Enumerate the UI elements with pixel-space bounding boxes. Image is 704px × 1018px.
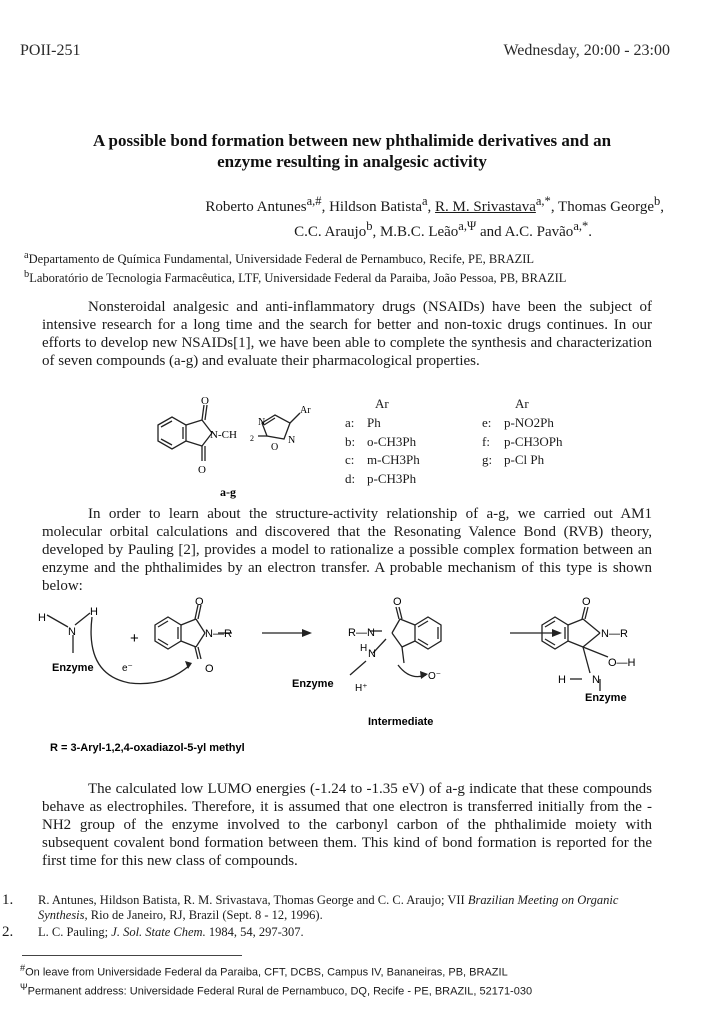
affiliation-a: Departamento de Química Fundamental, Universidade Federal de Pernambuco, Recife, PE, BRAZIL bbox=[28, 252, 535, 267]
svg-text:H: H bbox=[360, 643, 368, 654]
phthalimide-oxadiazole-structure bbox=[140, 395, 340, 500]
paragraph-mechanism: In order to learn about the structure-activity relationship of a-g, we carried out AM1 molecular orbital calculations and discovered that the Resonating Valence Bond (RVB) theory, developed by Pauling [2], provides a model to rationalize a possible complex formation between an enzyme and the phthalimides by an electron transfer. A probable mechanism of this type is shown below: bbox=[42, 506, 652, 594]
svg-text:O: O bbox=[198, 464, 206, 476]
reference-item: 1. R. Antunes, Hildson Batista, R. M. Srivastava, Thomas George and C. C. Araujo; VII Brazilian Meeting on Organic Synthesis, Rio de Janeiro, RJ, Brazil (Sept. 8 - 12, 1996). bbox=[2, 892, 619, 922]
enzyme-label: Enzyme bbox=[52, 662, 94, 674]
footnote: #On leave from Universidade Federal da Paraiba, CFT, DCBS, Campus IV, Bananeiras, PB, BRAZIL bbox=[20, 963, 508, 979]
svg-text:O: O bbox=[393, 596, 402, 608]
title-line-1: A possible bond formation between new phthalimide derivatives and an bbox=[92, 131, 612, 150]
svg-text:Enzyme: Enzyme bbox=[292, 678, 334, 690]
svg-text:N: N bbox=[258, 417, 266, 428]
svg-text:N: N bbox=[288, 435, 296, 446]
svg-text:Enzyme: Enzyme bbox=[585, 692, 627, 704]
paper-title bbox=[30, 130, 674, 172]
author: M.B.C. Leão bbox=[379, 224, 459, 240]
abstract-code: POII-251 bbox=[20, 42, 81, 59]
svg-text:O: O bbox=[582, 596, 591, 608]
svg-text:+: + bbox=[130, 630, 139, 647]
author-presenting: R. M. Srivastava bbox=[435, 199, 536, 215]
svg-text:N: N bbox=[368, 648, 376, 660]
substituent-row: b: o-CH3Ph bbox=[345, 433, 417, 449]
substituent-row: e: p-NO2Ph bbox=[482, 415, 554, 430]
svg-text:Ar: Ar bbox=[300, 405, 311, 416]
svg-text:O—H: O—H bbox=[608, 657, 636, 669]
author: C.C. Araujo bbox=[294, 224, 367, 240]
footnote-rule bbox=[22, 955, 242, 956]
svg-text:N: N bbox=[592, 674, 600, 686]
svg-text:N—R: N—R bbox=[205, 628, 232, 640]
affiliation-b: Laboratório de Tecnologia Farmacêutica, LTF, Universidade Federal da Paraiba, João Pessoa, PB, BRAZIL bbox=[29, 271, 567, 286]
intermediate-label: Intermediate bbox=[368, 716, 434, 728]
svg-text:H⁺: H⁺ bbox=[355, 683, 368, 694]
references bbox=[2, 892, 670, 940]
svg-text:O⁻: O⁻ bbox=[428, 671, 442, 682]
svg-text:O: O bbox=[205, 663, 214, 675]
svg-text:O: O bbox=[271, 442, 279, 453]
svg-text:N: N bbox=[68, 626, 76, 638]
svg-text:N-CH: N-CH bbox=[210, 429, 237, 441]
reference-item: 2. L. C. Pauling; J. Sol. State Chem. 1984, 54, 297-307. bbox=[2, 924, 304, 940]
svg-text:O: O bbox=[195, 596, 204, 608]
svg-text:H: H bbox=[38, 612, 46, 624]
paragraph-conclusion: The calculated low LUMO energies (-1.24 to -1.35 eV) of a-g indicate that these compounds behave as electrophiles. Therefore, it is assumed that one electron is transferred initially from the -NH2 group of the enzyme involved to the carbonyl carbon of the phthalimide moiety with subsequent covalent bond formation between them. This kind of bond formation is reported for the first time for this new class of compounds. bbox=[42, 781, 652, 869]
svg-text:H: H bbox=[558, 674, 566, 686]
session-time: Wednesday, 20:00 - 23:00 bbox=[503, 42, 670, 59]
reaction-mechanism-scheme bbox=[30, 595, 680, 755]
svg-text:O: O bbox=[201, 395, 209, 407]
footnotes bbox=[20, 961, 680, 998]
oxadiazole-ring bbox=[262, 415, 290, 439]
reaction-arrow-head bbox=[302, 629, 312, 637]
substituent-row: f: p-CH3OPh bbox=[482, 433, 563, 449]
author: Hildson Batista bbox=[329, 199, 422, 215]
footnote: $^\Psi$Permanent address: Universidade Federal Rural de Pernambuco, DQ, Recife - PE, BRAZIL, 52171-030 bbox=[20, 981, 533, 998]
substituent-row: d: p-CH3Ph bbox=[345, 470, 417, 486]
electron-transfer-arrow bbox=[91, 617, 190, 684]
substituent-row: c: m-CH3Ph bbox=[345, 452, 420, 467]
title-line-2: enzyme resulting in analgesic activity bbox=[217, 152, 487, 171]
svg-text:e⁻: e⁻ bbox=[122, 663, 133, 674]
substituent-row: a: Ph bbox=[345, 415, 381, 430]
reaction-arrow-head bbox=[552, 629, 562, 637]
compound-label: a-g bbox=[220, 485, 236, 499]
affiliations: $^a$Departamento de Química Fundamental, Universidade Federal de Pernambuco, Recife, PE, BRAZIL $^b$Laboratório de Tecnologia Farmacêutica, LTF, Universidade Federal da Paraiba, João Pessoa, PB, BRAZIL bbox=[24, 250, 567, 286]
svg-text:2: 2 bbox=[250, 434, 254, 443]
svg-text:H: H bbox=[90, 606, 98, 618]
author: Thomas George bbox=[558, 199, 654, 215]
svg-text:R—N: R—N bbox=[348, 627, 375, 639]
author: Roberto Antunes bbox=[205, 199, 307, 215]
benzene-ring bbox=[158, 417, 186, 449]
author-list: Roberto Antunes$^{a,\#}$, Hildson Batista$^a$, R. M. Srivastava$^{a,*}$, Thomas George$^b$, C.C. Araujo$^b$, M.B.C. Leão$^{a,\Psi}$ and A.C. Pavão$^{a,*}$. bbox=[205, 194, 664, 240]
r-group-definition: R = 3-Aryl-1,2,4-oxadiazol-5-yl methyl bbox=[50, 742, 245, 754]
substituent-row: g: p-Cl Ph bbox=[482, 452, 545, 467]
paragraph-intro: Nonsteroidal analgesic and anti-inflammatory drugs (NSAIDs) have been the subject of intensive research for a long time and the search for better and non-toxic drugs continues. In our efforts to develop new NSAIDs[1], we have been able to complete the synthesis and characterization of seven compounds (a-g) and evaluate their pharmacological properties. bbox=[42, 299, 652, 369]
svg-text:N—R: N—R bbox=[601, 628, 628, 640]
author: A.C. Pavão bbox=[504, 224, 574, 240]
